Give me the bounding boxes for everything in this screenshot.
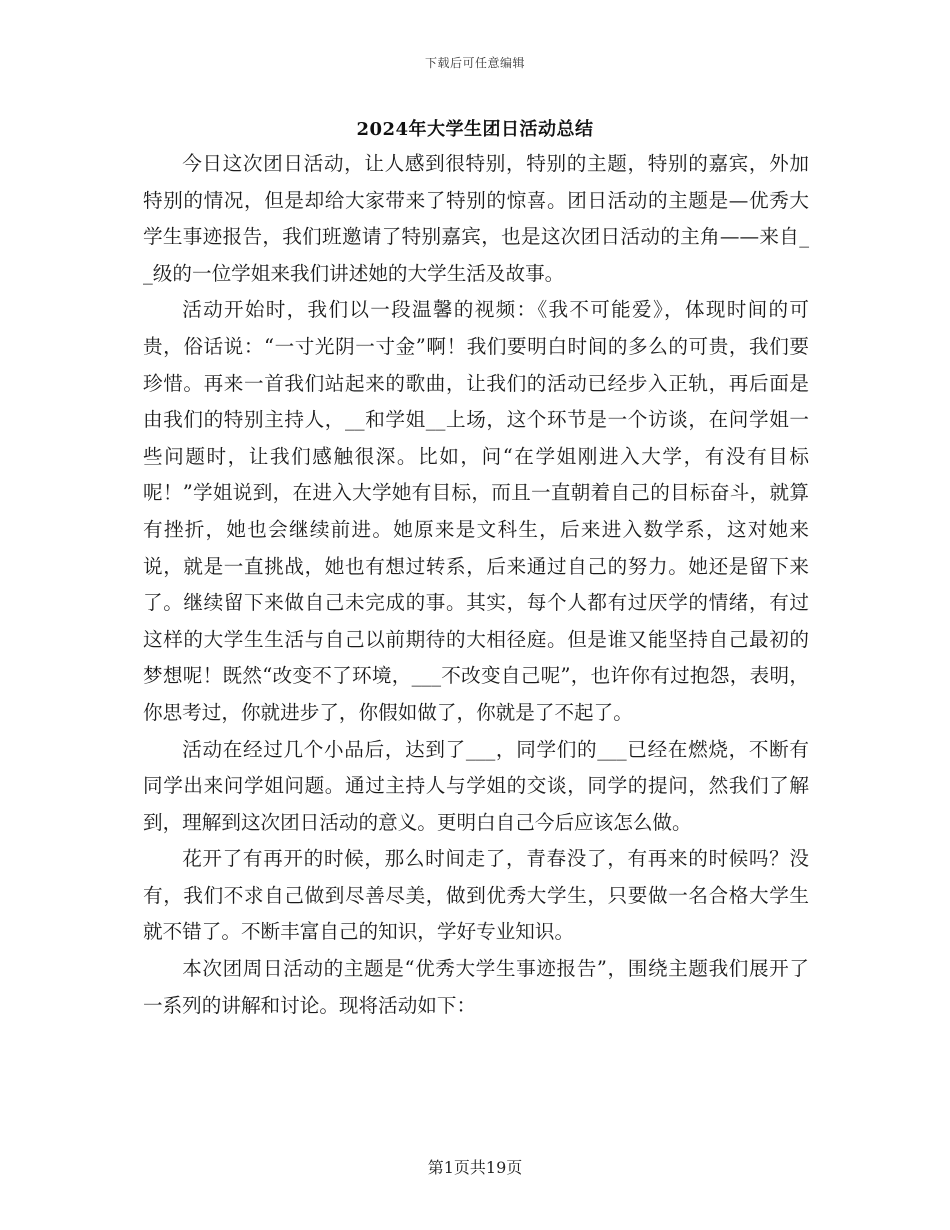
paragraph: 活动开始时，我们以一段温馨的视频：《我不可能爱》，体现时间的可贵，俗话说：“一寸光阴一寸金”啊！我们要明白时间的多么的可贵，我们要珍惜。再来一首我们站起来的歌曲，让我们的活动已经步入正轨，再后面是由我们的特别主持人，__和学姐__上场，这个环节是一个访谈，在问学姐一些问题时，让我们感触很深。比如，问“在学姐刚进入大学，有没有目标呢！”学姐说到，在进入大学她有目标，而且一直朝着自己的目标奋斗，就算有挫折，她也会继续前进。她原来是文科生，后来进入数学系，这对她来说，就是一直挑战，她也有想过转系，后来通过自己的努力。她还是留下来了。继续留下来做自己未完成的事。其实，每个人都有过厌学的情绪，有过这样的大学生生活与自己以前期待的大相径庭。但是谁又能坚持自己最初的梦想呢！既然“改变不了环境，___不改变自己呢”，也许你有过抱怨，表明，你思考过，你就进步了，你假如做了，你就是了不起了。 <box>143 298 809 724</box>
paragraph: 活动在经过几个小品后，达到了___，同学们的___已经在燃烧，不断有同学出来问学姐问题。通过主持人与学姐的交谈，同学的提问，然我们了解到，理解到这次团日活动的意义。更明白自己今后应该怎么做。 <box>143 737 809 834</box>
page-number: 第1页共19页 <box>427 1158 523 1177</box>
paragraph: 本次团周日活动的主题是“优秀大学生事迹报告”，围绕主题我们展开了一系列的讲解和讨论。现将活动如下： <box>143 957 809 1017</box>
page-header-note: 下载后可任意编辑 <box>424 56 525 70</box>
paragraph: 花开了有再开的时候，那么时间走了，青春没了，有再来的时候吗？没有，我们不求自己做到尽善尽美，做到优秀大学生，只要做一名合格大学生就不错了。不断丰富自己的知识，学好专业知识。 <box>143 847 809 944</box>
document-body <box>143 146 809 1024</box>
document-title: 2024年大学生团日活动总结 <box>356 119 594 140</box>
paragraph: 今日这次团日活动，让人感到很特别，特别的主题，特别的嘉宾，外加特别的情况，但是却给大家带来了特别的惊喜。团日活动的主题是—优秀大学生事迹报告，我们班邀请了特别嘉宾，也是这次团日活动的主角——来自__级的一位学姐来我们讲述她的大学生活及故事。 <box>143 152 809 285</box>
